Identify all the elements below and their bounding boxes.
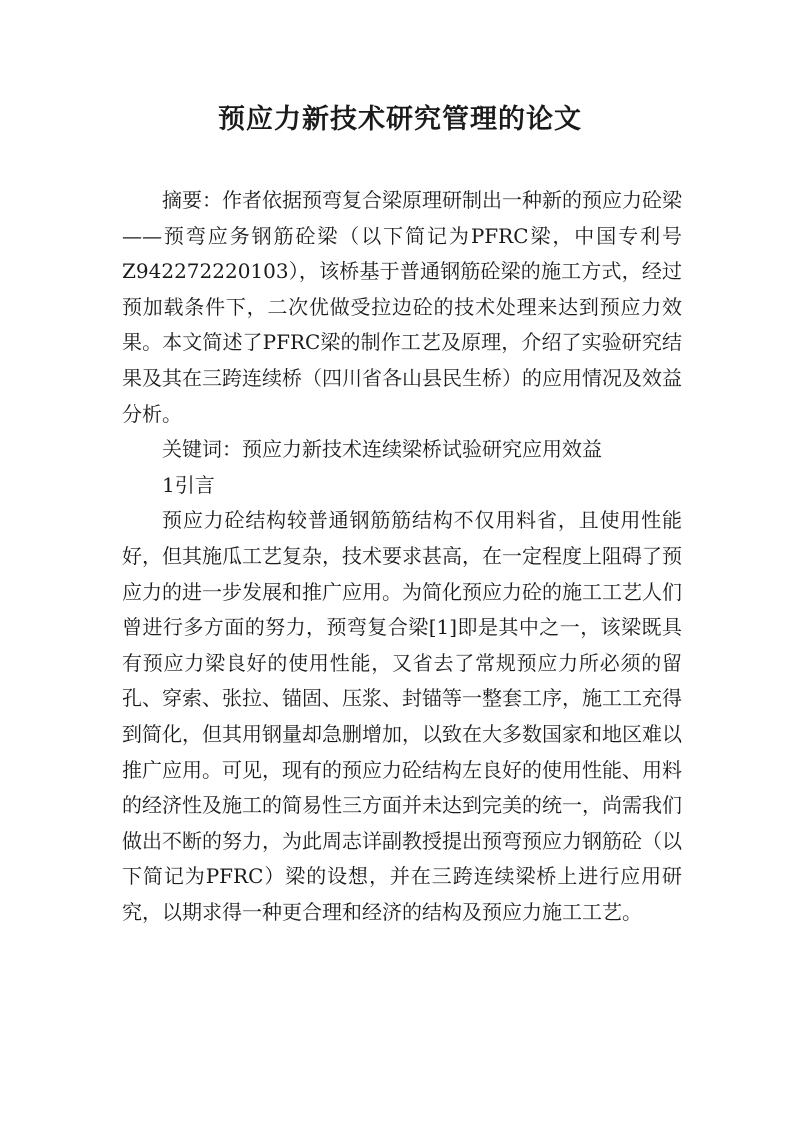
- section-heading-introduction: 1引言: [162, 472, 215, 497]
- abstract-paragraph: 摘要：作者依据预弯复合梁原理研制出一种新的预应力砼梁——预弯应务钢筋砼梁（以下简记为PFRC梁，中国专利号Z942272220103），该桥基于普通钢筋砼梁的施工方式，经过预加载条件下，二次优做受拉边砼的技术处理来达到预应力效果。本文简述了PFRC梁的制作工艺及原理，介绍了实验研究结果及其在三跨连续桥（四川省各山县民生桥）的应用情况及效益分析。: [122, 188, 682, 426]
- document-title: 预应力新技术研究管理的论文: [218, 104, 582, 135]
- document-body: [122, 183, 682, 930]
- introduction-paragraph: 预应力砼结构较普通钢筋筋结构不仅用料省，且使用性能好，但其施瓜工艺复杂，技术要求甚高，在一定程度上阻碍了预应力的进一步发展和推广应用。为简化预应力砼的施工工艺人们曾进行多方面的努力，预弯复合梁[1]即是其中之一，该梁既具有预应力梁良好的使用性能，又省去了常规预应力所必须的留孔、穿索、张拉、锚固、压浆、封锚等一整套工序，施工工充得到简化，但其用钢量却急删增加，以致在大多数国家和地区难以推广应用。可见，现有的预应力砼结构左良好的使用性能、用料的经济性及施工的简易性三方面并未达到完美的统一，尚需我们做出不断的努力，为此周志详副教授提出预弯预应力钢筋砼（以下简记为PFRC）梁的设想，并在三跨连续梁桥上进行应用研究，以期求得一种更合理和经济的结构及预应力施工工艺。: [122, 508, 682, 924]
- keywords-line: 关键词：预应力新技术连续梁桥试验研究应用效益: [162, 437, 602, 462]
